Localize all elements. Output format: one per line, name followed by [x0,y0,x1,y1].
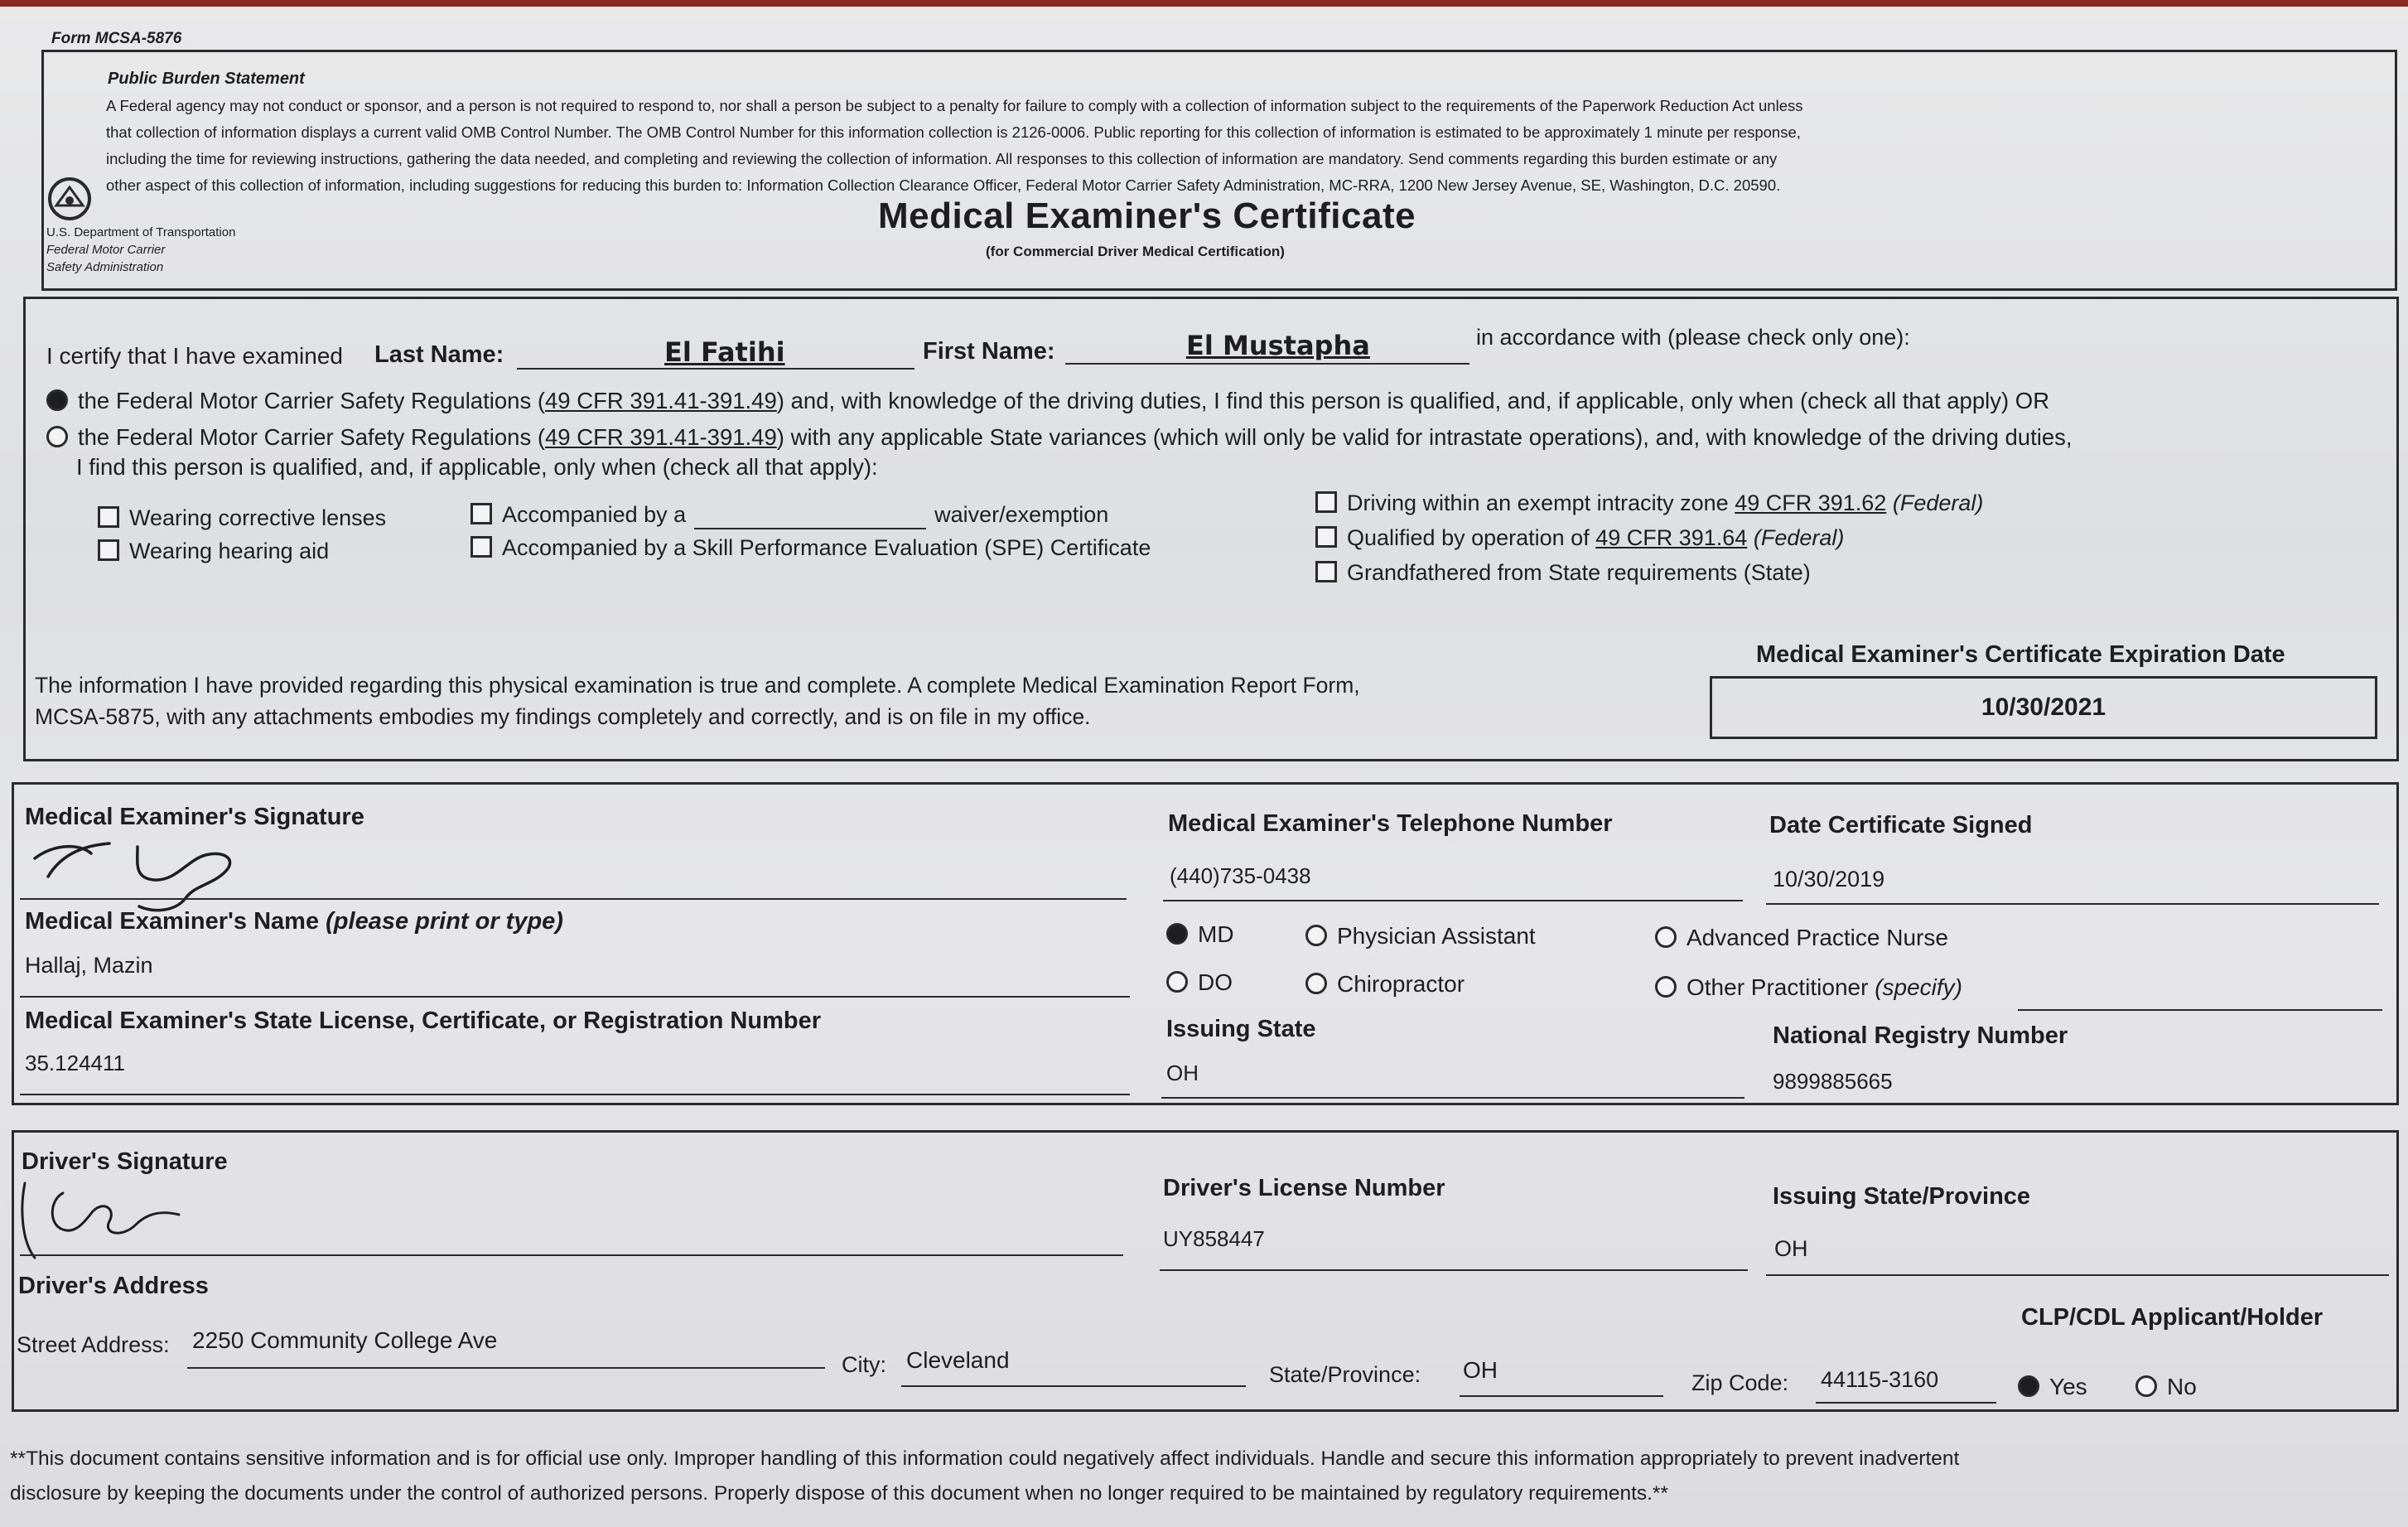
attestation-statement: The information I have provided regarding this physical examination is true and complete. A complete Medical Examination Report Form, MCSA-5875, with any attachments embodies my findings completely and correctly, and is on file in my office. [35,673,1360,729]
regulation-option-state[interactable]: the Federal Motor Carrier Safety Regulations (49 CFR 391.41-391.49) with any applicable State variances (which will only be valid for intrastate operations), and, with knowledge of the driving duties, [46,424,2073,451]
state-label: State/Province: [1269,1362,1421,1387]
checkbox[interactable] [471,536,492,558]
zip-line [1816,1402,1996,1404]
checkbox[interactable] [1315,526,1337,548]
other-radio[interactable] [1655,976,1677,998]
checkbox[interactable] [1315,491,1337,513]
check-waiver-exemption[interactable]: Accompanied by a waiver/exemption [471,502,1108,529]
examiner-name-label: Medical Examiner's Name (please print or type) [25,908,563,935]
checkbox[interactable] [1315,561,1337,582]
check-operation-of[interactable]: Qualified by operation of 49 CFR 391.64 (Federal) [1315,525,1844,551]
type-advanced-practice-nurse[interactable]: Advanced Practice Nurse [1655,925,1948,951]
certificate-paper [0,7,2408,1527]
last-name-underline [517,368,914,370]
check-grandfathered[interactable]: Grandfathered from State requirements (State) [1315,560,1811,586]
state-variance-radio[interactable] [46,426,68,447]
driver-box [12,1130,2399,1412]
expiration-date-label: Medical Examiner's Certificate Expiration Date [1756,641,2285,668]
type-chiropractor[interactable]: Chiropractor [1305,971,1465,998]
expiration-date-value: 10/30/2021 [1981,693,2106,721]
other-practitioner-line[interactable] [2018,1009,2382,1011]
issuing-state-label: Issuing State [1166,1016,1316,1042]
first-name-underline [1065,363,1469,365]
yes-radio[interactable] [2018,1375,2039,1397]
driver-issuing-line [1766,1274,2389,1276]
registry-label: National Registry Number [1773,1022,2068,1049]
clp-cdl-label: CLP/CDL Applicant/Holder [2021,1304,2324,1331]
license-line [20,1094,1130,1095]
examiner-phone-line [1163,900,1743,901]
license-label: Medical Examiner's State License, Certificate, or Registration Number [25,1008,821,1034]
certify-intro: I certify that I have examined [46,343,343,369]
first-name-value[interactable]: El Mustapha [1186,330,1370,361]
driver-license-line [1160,1269,1748,1271]
sensitive-info-notice: **This document contains sensitive information and is for official use only. Improper handling of this information could negatively affect individuals. Handle and secure this information appropriately to prevent inadvertent disclosure by keeping the documents under the control of authorized persons. Properly dispose of this document when no longer required to be maintained by regulatory requirements.** [10,1447,1960,1505]
driver-license-label: Driver's License Number [1163,1175,1445,1201]
clp-cdl-yes[interactable]: Yes [2018,1374,2087,1400]
street-line [187,1367,825,1369]
examiner-name-line [20,996,1130,998]
burden-statement: A Federal agency may not conduct or sponsor, and a person is not required to respond to, nor shall a person be subject to a penalty for failure to comply with a collection of information subject to the requirements of the Paperwork Reduction Act unless that collection of information displays a current valid OMB Control Number. The OMB Control Number for this information collection is 2126-0006. Public reporting for this collection of information is estimated to be approximately 1 minute per response, including the time for reviewing instructions, gathering the data needed, and completing and reviewing the collection of information. All responses to this collection of information are mandatory. Send comments regarding this burden estimate or any other aspect of this collection of information, including suggestions for reducing this burden to: Information Collection Clearance Officer, Federal Motor Carrier Safety Administration, MC-RRA, 1200 New Jersey Avenue, SE, Washington, D.C. 20590. [106,97,1803,194]
state-value[interactable]: OH [1463,1357,1498,1383]
expiration-date-box[interactable] [1710,676,2377,739]
examiner-signature-label: Medical Examiner's Signature [25,804,364,830]
check-hearing-aid[interactable]: Wearing hearing aid [98,539,329,564]
agency-name: U.S. Department of Transportation Federal Motor Carrier Safety Administration [46,225,236,274]
examiner-name-value[interactable]: Hallaj, Mazin [25,953,153,978]
waiver-blank[interactable] [694,502,926,529]
do-radio[interactable] [1166,971,1188,993]
form-number: Form MCSA-5876 [51,30,182,47]
city-value[interactable]: Cleveland [906,1347,1010,1373]
driver-signature-line [20,1254,1123,1256]
checkbox[interactable] [98,506,119,528]
no-radio[interactable] [2135,1375,2157,1397]
street-value[interactable]: 2250 Community College Ave [192,1327,498,1353]
city-label: City: [842,1352,886,1377]
registry-line [1766,1104,2387,1105]
state-line [1460,1395,1663,1397]
examiner-phone-value[interactable]: (440)735-0438 [1170,863,1311,888]
type-other-practitioner[interactable]: Other Practitioner (specify) [1655,974,1962,1001]
type-do[interactable]: DO [1166,969,1233,996]
md-radio[interactable] [1166,923,1188,945]
date-signed-label: Date Certificate Signed [1769,812,2033,838]
check-spe-certificate[interactable]: Accompanied by a Skill Performance Evaluation (SPE) Certificate [471,535,1151,561]
examiner-phone-label: Medical Examiner's Telephone Number [1168,810,1613,837]
page-title: Medical Examiner's Certificate [878,196,1416,236]
page-subtitle: (for Commercial Driver Medical Certification) [986,244,1285,259]
zip-label: Zip Code: [1691,1370,1789,1395]
check-intracity-zone[interactable]: Driving within an exempt intracity zone 49 CFR 391.62 (Federal) [1315,490,1983,516]
examiner-signature-line [20,898,1127,900]
driver-issuing-value[interactable]: OH [1774,1236,1808,1261]
federal-radio[interactable] [46,389,68,411]
checkbox[interactable] [471,503,492,524]
license-value[interactable]: 35.124411 [25,1051,125,1075]
pa-radio[interactable] [1305,925,1327,946]
last-name-value[interactable]: El Fatihi [664,336,785,368]
last-name-label: Last Name: [374,341,504,368]
clp-cdl-no[interactable]: No [2135,1374,2197,1400]
date-signed-line [1766,903,2379,905]
zip-value[interactable]: 44115-3160 [1821,1367,1939,1392]
type-md[interactable]: MD [1166,921,1234,948]
driver-address-label: Driver's Address [18,1273,209,1299]
dot-logo-icon [46,176,93,226]
driver-license-value[interactable]: UY858447 [1163,1226,1265,1251]
accordance-text: in accordance with (please check only one): [1476,325,1910,350]
regulation-option-state-cont: I find this person is qualified, and, if applicable, only when (check all that apply): [76,454,878,480]
driver-signature-label: Driver's Signature [22,1148,228,1175]
check-corrective-lenses[interactable]: Wearing corrective lenses [98,505,386,531]
regulation-option-federal[interactable]: the Federal Motor Carrier Safety Regulations (49 CFR 391.41-391.49) and, with knowledge of the driving duties, I find this person is qualified, and, if applicable, only when (check all that apply) OR [46,388,2049,414]
street-label: Street Address: [17,1332,170,1357]
city-line [901,1385,1246,1387]
date-signed-value[interactable]: 10/30/2019 [1773,867,1885,892]
chiro-radio[interactable] [1305,973,1327,994]
checkbox[interactable] [98,539,119,561]
first-name-label: First Name: [923,338,1055,365]
driver-issuing-label: Issuing State/Province [1773,1183,2031,1210]
issuing-state-value[interactable]: OH [1166,1061,1199,1085]
issuing-state-line [1161,1097,1744,1099]
apn-radio[interactable] [1655,926,1677,948]
burden-title: Public Burden Statement [108,70,305,88]
registry-value[interactable]: 9899885665 [1773,1069,1893,1094]
type-physician-assistant[interactable]: Physician Assistant [1305,923,1536,950]
